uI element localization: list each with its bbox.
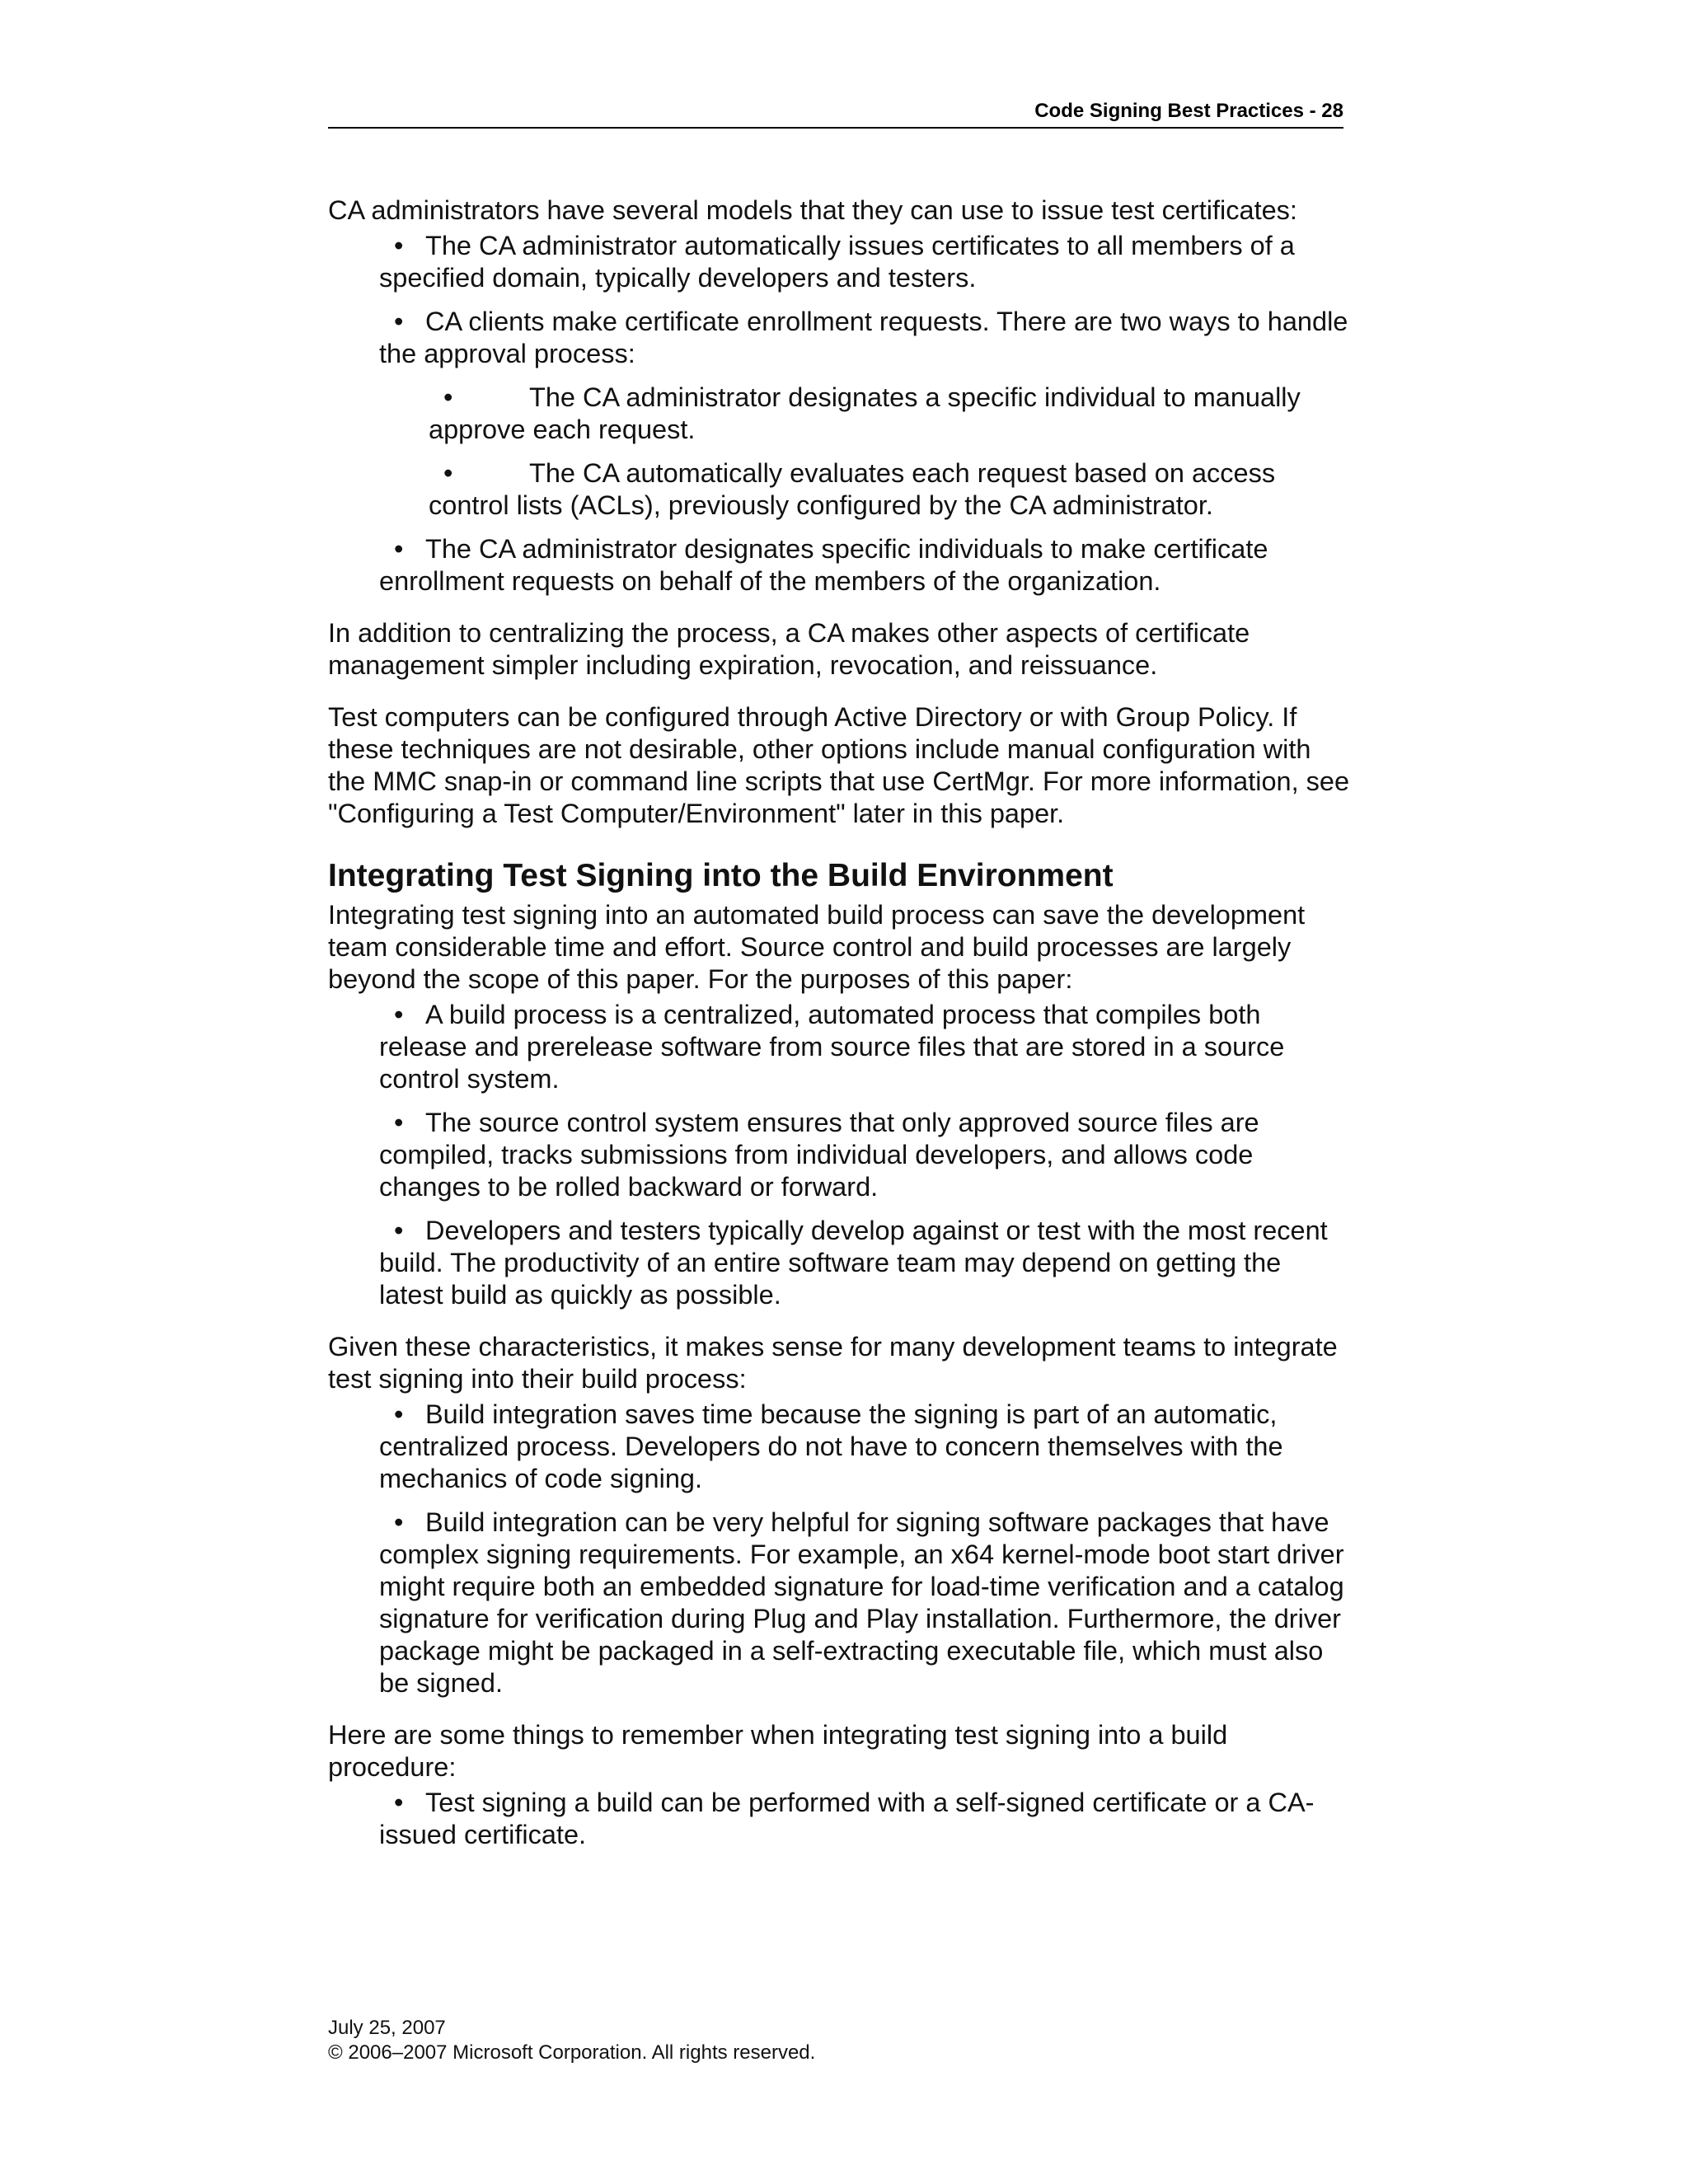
list-item: • CA clients make certificate enrollment requests. There are two ways to handle the approval process: [379, 307, 1348, 368]
sub-list-item: • The CA automatically evaluates each request based on access control lists (ACLs), previously configured by the CA administrator. [429, 458, 1276, 520]
page-content [328, 194, 1350, 1863]
bullet-icon: • [394, 1507, 404, 1537]
list-item: • The CA administrator automatically issues certificates to all members of a specified domain, typically developers and testers. [379, 231, 1295, 293]
page-header [328, 97, 1343, 129]
intro-paragraph: CA administrators have several models that they can use to issue test certificates: [328, 195, 1297, 225]
list-item: • Build integration saves time because the signing is part of an automatic, centralized process. Developers do not have to concern themselves with the mechanics of code signing. [379, 1399, 1283, 1493]
bullet-icon: • [394, 534, 404, 564]
list-item: • A build process is a centralized, automated process that compiles both release and prerelease software from source files that are stored in a source control system. [379, 1000, 1285, 1094]
bullet-icon: • [394, 1216, 404, 1245]
remember-paragraph: Here are some things to remember when integrating test signing into a build procedure: [328, 1720, 1228, 1782]
bullet-icon: • [394, 307, 404, 336]
bullet-icon: • [394, 231, 404, 260]
bullet-icon: • [443, 458, 453, 488]
test-computers-paragraph: Test computers can be configured through Active Directory or with Group Policy. If these techniques are not desirable, other options include manual configuration with the MMC snap-in or command line scripts that use CertMgr. For more information, see "Configuring a Test Computer/Environment" later in this paper. [328, 702, 1350, 828]
bullet-icon: • [394, 1788, 404, 1817]
bullet-icon: • [394, 1000, 404, 1029]
sub-list-item: • The CA administrator designates a specific individual to manually approve each request. [429, 382, 1301, 444]
header-title: Code Signing Best Practices - 28 [1034, 100, 1343, 122]
section-heading: Integrating Test Signing into the Build Environment [328, 858, 1114, 893]
list-item: • The CA administrator designates specific individuals to make certificate enrollment requests on behalf of the members of the organization. [379, 534, 1268, 596]
section-intro-paragraph: Integrating test signing into an automated build process can save the development team considerable time and effort. Source control and build processes are largely beyond the scope of this paper. For the purposes of this paper: [328, 900, 1306, 994]
list-item: • Test signing a build can be performed with a self-signed certificate or a CA-issued certificate. [379, 1788, 1315, 1849]
characteristics-paragraph: Given these characteristics, it makes sense for many development teams to integrate test signing into their build process: [328, 1332, 1338, 1394]
bullet-icon: • [443, 382, 453, 412]
footer-copyright: © 2006–2007 Microsoft Corporation. All rights reserved. [328, 2041, 816, 2064]
footer-date: July 25, 2007 [328, 2017, 446, 2039]
list-item: • Developers and testers typically develop against or test with the most recent build. The productivity of an entire software team may depend on getting the latest build as quickly as possible. [379, 1216, 1328, 1310]
page-footer [328, 2016, 815, 2065]
centralizing-paragraph: In addition to centralizing the process, a CA makes other aspects of certificate management simpler including expiration, revocation, and reissuance. [328, 618, 1250, 680]
bullet-icon: • [394, 1108, 404, 1137]
bullet-icon: • [394, 1399, 404, 1429]
list-item: • The source control system ensures that only approved source files are compiled, tracks submissions from individual developers, and allows code changes to be rolled backward or forward. [379, 1108, 1259, 1202]
list-item: • Build integration can be very helpful for signing software packages that have complex signing requirements. For example, an x64 kernel-mode boot start driver might require both an embedded signature for load-time verification and a catalog signature for verification during Plug and Play installation. Furthermore, the driver package might be packaged in a self-extracting executable file, which must also be signed. [379, 1507, 1344, 1698]
